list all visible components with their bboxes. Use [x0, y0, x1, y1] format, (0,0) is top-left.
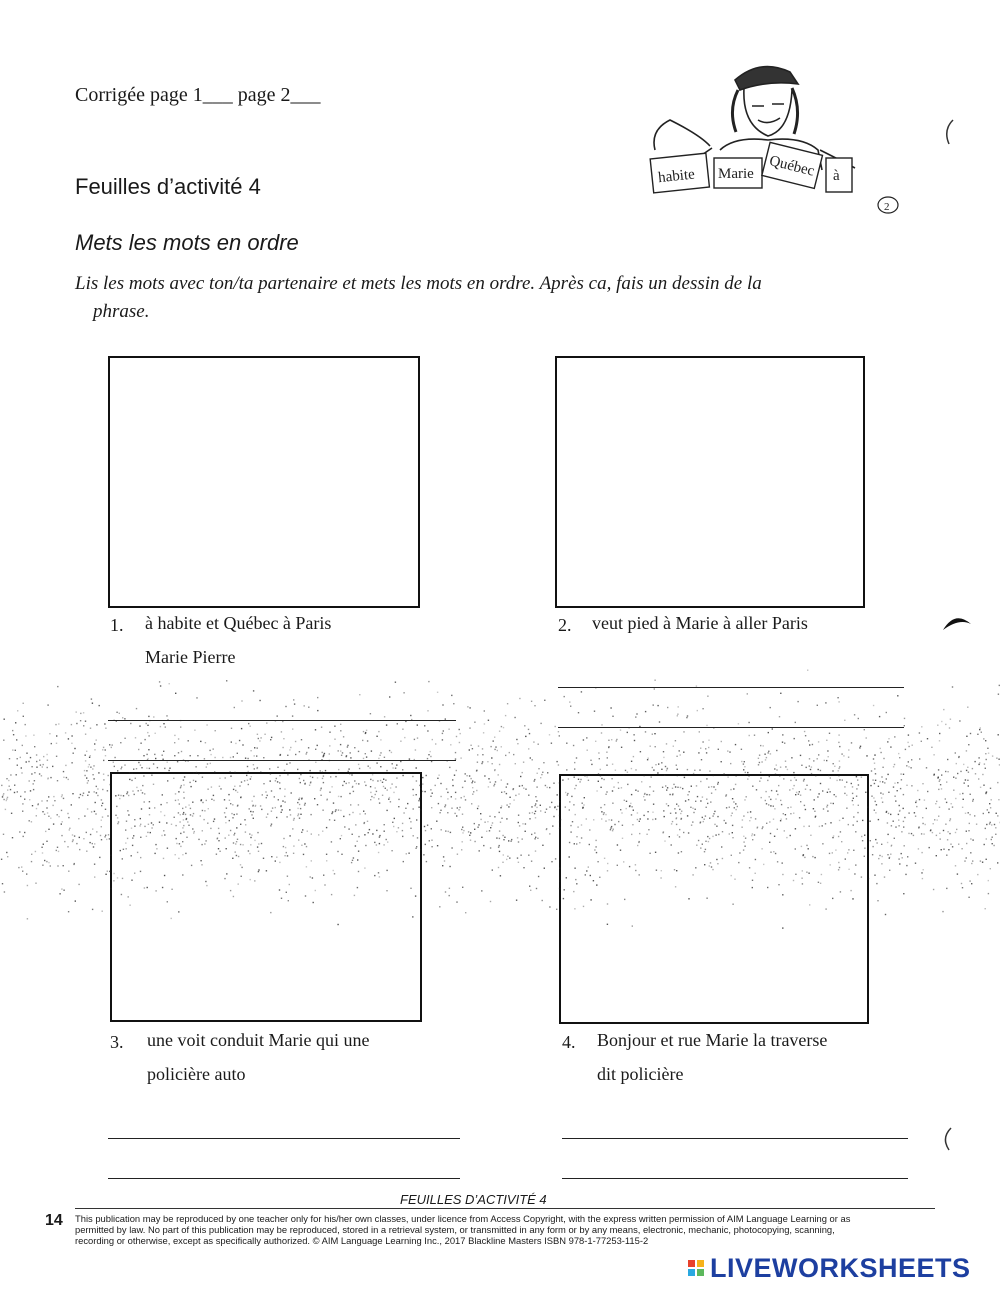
item-words-3 — [147, 1023, 447, 1091]
scan-edge-marks — [935, 110, 975, 1170]
instructions — [75, 270, 905, 326]
corrigee-label: Corrigée page 1___ page 2___ — [75, 84, 321, 106]
drawing-box-4[interactable] — [559, 774, 869, 1024]
item-words-4-line-1: Bonjour et rue Marie la traverse — [597, 1030, 828, 1050]
answer-line-2a[interactable] — [558, 687, 904, 688]
policewoman-illustration — [640, 50, 910, 220]
liveworksheets-logo-icon — [688, 1260, 704, 1276]
drawing-box-1[interactable] — [108, 356, 420, 608]
footer-title: FEUILLES D’ACTIVITÉ 4 — [400, 1192, 547, 1207]
answer-line-4a[interactable] — [562, 1138, 908, 1139]
item-words-3-line-1: une voit conduit Marie qui une — [147, 1030, 370, 1050]
answer-line-1a[interactable] — [108, 720, 456, 721]
item-words-2 — [592, 606, 892, 640]
item-words-1-line-2: Marie Pierre — [145, 647, 236, 667]
item-number-1: 1. — [110, 615, 124, 635]
card-habite: habite — [657, 166, 696, 187]
item-words-3-line-2: policière auto — [147, 1064, 246, 1084]
brand-text: LIVEWORKSHEETS — [710, 1252, 971, 1283]
item-number-2: 2. — [558, 615, 572, 635]
drawing-box-3[interactable] — [110, 772, 422, 1022]
sheet-title: Feuilles d’activité 4 — [75, 174, 261, 199]
footer-rule — [75, 1208, 935, 1209]
logo-square-2 — [697, 1260, 704, 1267]
page-number: 14 — [45, 1212, 63, 1229]
copyright-notice: This publication may be reproduced by one teacher only for his/her own classes, under licence from Access Copyright, with the express written permission of AIM Language Learning or as permitted by law. No part of this publication may be reproduced, stored in a retrieval system, or transmitted in any form or by any means, electronic, mechanic, photocopying, scanning, recording or otherwise, except as specifically authorized. © AIM Language Learning Inc., 2017 Blackline Masters ISBN 978-1-77253-115-2 — [75, 1213, 851, 1246]
logo-square-4 — [697, 1269, 704, 1276]
item-words-4-line-2: dit policière — [597, 1064, 684, 1084]
item-number-4: 4. — [562, 1032, 576, 1052]
circled-mark: 2 — [884, 201, 890, 213]
item-number-3: 3. — [110, 1032, 124, 1052]
card-a: à — [833, 168, 840, 184]
liveworksheets-brand[interactable] — [688, 1253, 971, 1283]
logo-square-3 — [688, 1269, 695, 1276]
answer-line-3b[interactable] — [108, 1178, 460, 1179]
card-marie: Marie — [718, 166, 754, 182]
item-words-4 — [597, 1023, 897, 1091]
logo-square-1 — [688, 1260, 695, 1267]
answer-line-1b[interactable] — [108, 760, 456, 761]
card-quebec: Québec — [767, 153, 817, 180]
drawing-box-2[interactable] — [555, 356, 865, 608]
item-words-2-line-1: veut pied à Marie à aller Paris — [592, 613, 808, 633]
answer-line-4b[interactable] — [562, 1178, 908, 1179]
item-words-1-line-1: à habite et Québec à Paris — [145, 613, 332, 633]
answer-line-3a[interactable] — [108, 1138, 460, 1139]
section-title: Mets les mots en ordre — [75, 230, 299, 255]
instructions-line-1: Lis les mots avec ton/ta partenaire et mets les mots en ordre. Après ca, fais un dessin de la — [75, 273, 762, 294]
item-words-1 — [145, 606, 445, 674]
instructions-line-2: phrase. — [93, 301, 150, 322]
answer-line-2b[interactable] — [558, 727, 904, 728]
